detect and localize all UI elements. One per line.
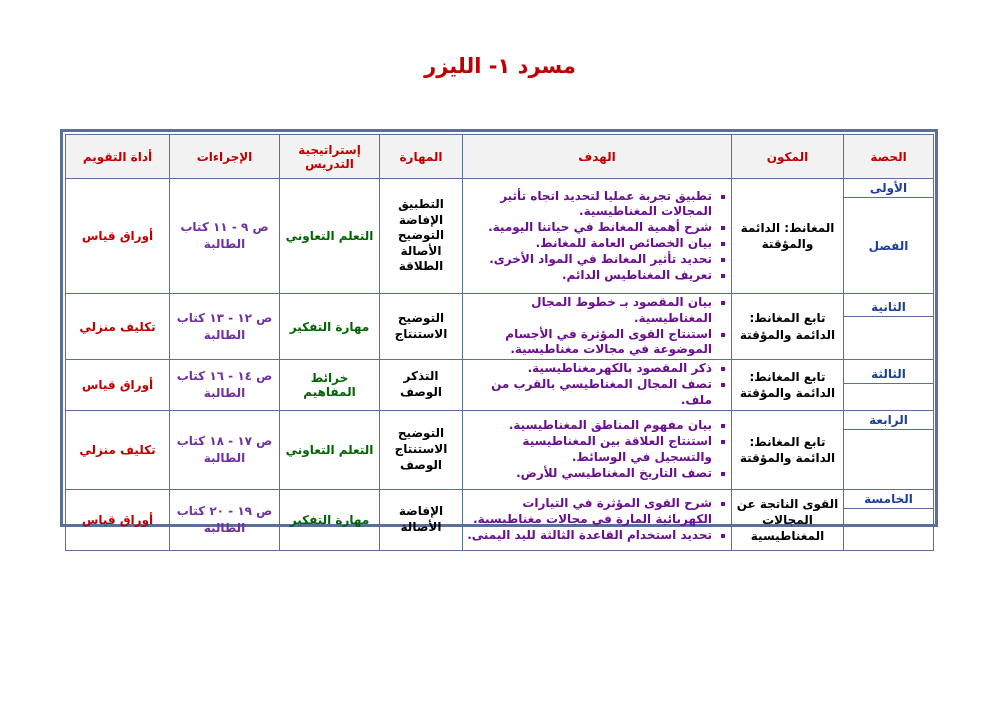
procedures-cell: ص ٩ - ١١ كتاب الطالبة <box>170 179 280 294</box>
goals-list <box>466 361 728 408</box>
header-session: الحصة <box>844 135 934 179</box>
skill-cell <box>380 179 463 294</box>
skill-item: الأصالة <box>400 243 442 258</box>
lesson-plan-body <box>66 179 934 551</box>
header-strategy: إستراتيجية التدريس <box>280 135 380 179</box>
goals-list <box>466 295 728 358</box>
skill-cell <box>380 294 463 360</box>
goal-item: بيان الخصائص العامة للمغانط. <box>466 236 712 252</box>
goal-item: تطبيق تجربة عمليا لتحديد اتجاه تأثير المجالات المغناطيسية. <box>466 189 712 221</box>
page-title: مسرد ١- الليزر <box>424 54 576 78</box>
goal-item: استنتاج القوى المؤثرة في الأجسام الموضوعة في مجالات مغناطيسية. <box>466 327 712 359</box>
strategy-cell: التعلم التعاوني <box>280 410 380 489</box>
goals-cell <box>463 294 732 360</box>
skill-item: التوضيح <box>397 311 445 326</box>
goals-list <box>466 418 728 481</box>
skill-item: الوصف <box>399 385 443 400</box>
header-procedures: الإجراءات <box>170 135 280 179</box>
evaluation-cell: تكليف منزلي <box>66 410 170 489</box>
lesson-row <box>66 489 934 550</box>
skill-item: الوصف <box>399 457 443 472</box>
session-label: الرابعة <box>869 412 908 427</box>
session-label: الثالثة <box>871 367 906 382</box>
procedures-cell: ص ١٤ - ١٦ كتاب الطالبة <box>170 360 280 410</box>
skill-item: الاستنتاج <box>394 442 448 456</box>
lesson-plan-frame <box>60 129 938 543</box>
evaluation-cell: أوراق قياس <box>66 179 170 294</box>
goal-item: شرح القوى المؤثرة في التيارات الكهربائية المارة في مجالات مغناطيسية. <box>466 496 712 528</box>
skill-item: التوضيح <box>397 426 445 441</box>
skill-cell <box>380 410 463 489</box>
procedures-cell: ص ١٢ - ١٣ كتاب الطالبة <box>170 294 280 360</box>
session-cell <box>844 360 934 410</box>
session-cell <box>844 410 934 489</box>
skill-item: التطبيق <box>398 197 444 212</box>
component-cell: القوى الناتجة عن المجالات المغناطيسية <box>732 489 844 550</box>
session-cell <box>844 489 934 550</box>
skill-item: الطلاقة <box>398 259 444 274</box>
goal-item: استنتاج العلاقة بين المغناطيسية والتسجيل في الوسائط. <box>466 434 712 466</box>
session-cell <box>844 179 934 294</box>
component-cell: تابع المغانط: الدائمة والمؤقتة <box>732 360 844 410</box>
skill-item: التذكر <box>403 369 439 384</box>
evaluation-cell: أوراق قياس <box>66 489 170 550</box>
skill-cell <box>380 360 463 410</box>
goal-item: بيان مفهوم المناطق المغناطيسية. <box>466 418 712 434</box>
strategy-cell: التعلم التعاوني <box>280 179 380 294</box>
goal-item: ذكر المقصود بالكهرمغناطيسية. <box>466 361 712 377</box>
header-skill: المهارة <box>380 135 463 179</box>
component-cell: تابع المغانط: الدائمة والمؤقتة <box>732 294 844 360</box>
skill-item: الأصالة <box>400 519 442 534</box>
goals-cell <box>463 410 732 489</box>
session-label: الثانية <box>871 299 906 314</box>
header-goal: الهدف <box>463 135 732 179</box>
skill-item: الإفاضة <box>398 504 444 519</box>
goals-list <box>466 189 728 284</box>
goal-item: تعريف المغناطيس الدائم. <box>466 268 712 284</box>
strategy-cell: مهارة التفكير <box>280 489 380 550</box>
procedures-cell: ص ١٧ - ١٨ كتاب الطالبة <box>170 410 280 489</box>
lesson-row <box>66 294 934 360</box>
lesson-plan-table <box>65 134 934 551</box>
header-component: المكون <box>732 135 844 179</box>
evaluation-cell: أوراق قياس <box>66 360 170 410</box>
goals-cell <box>463 489 732 550</box>
goals-cell <box>463 360 732 410</box>
procedures-cell: ص ١٩ - ٢٠ كتاب الطالبة <box>170 489 280 550</box>
skill-item: الاستنتاج <box>394 326 448 341</box>
lesson-row <box>66 179 934 294</box>
header-row <box>66 135 934 179</box>
session-cell <box>844 294 934 360</box>
goal-item: تحديد تأثير المغانط في المواد الأخرى. <box>466 252 712 268</box>
component-cell: المغانط: الدائمة والمؤقتة <box>732 179 844 294</box>
strategy-cell: خرائط المفاهيم <box>280 360 380 410</box>
goal-item: تصف المجال المغناطيسي بالقرب من ملف. <box>466 377 712 409</box>
session-label: الخامسة <box>864 491 913 506</box>
lesson-row <box>66 360 934 410</box>
goal-item: تحديد استخدام القاعدة الثالثة لليد اليمنى. <box>467 527 712 542</box>
session-label: الفصل <box>868 238 909 253</box>
goal-item: تصف التاريخ المغناطيسي للأرض. <box>466 466 712 482</box>
goal-item: شرح أهمية المغانط في حياتنا اليومية. <box>466 220 712 236</box>
evaluation-cell: تكليف منزلي <box>66 294 170 360</box>
strategy-cell: مهارة التفكير <box>280 294 380 360</box>
skill-cell <box>380 489 463 550</box>
session-label: الأولى <box>869 181 908 195</box>
component-cell: تابع المغانط: الدائمة والمؤقتة <box>732 410 844 489</box>
goals-cell <box>463 179 732 294</box>
lesson-row <box>66 410 934 489</box>
header-evaluation: أداة التقويم <box>66 135 170 179</box>
skill-item: الإفاضة <box>398 212 444 227</box>
goal-item: بيان المقصود بـ خطوط المجال المغناطيسية. <box>466 295 712 327</box>
skill-item: التوضيح <box>397 228 445 243</box>
goals-list <box>466 496 728 543</box>
